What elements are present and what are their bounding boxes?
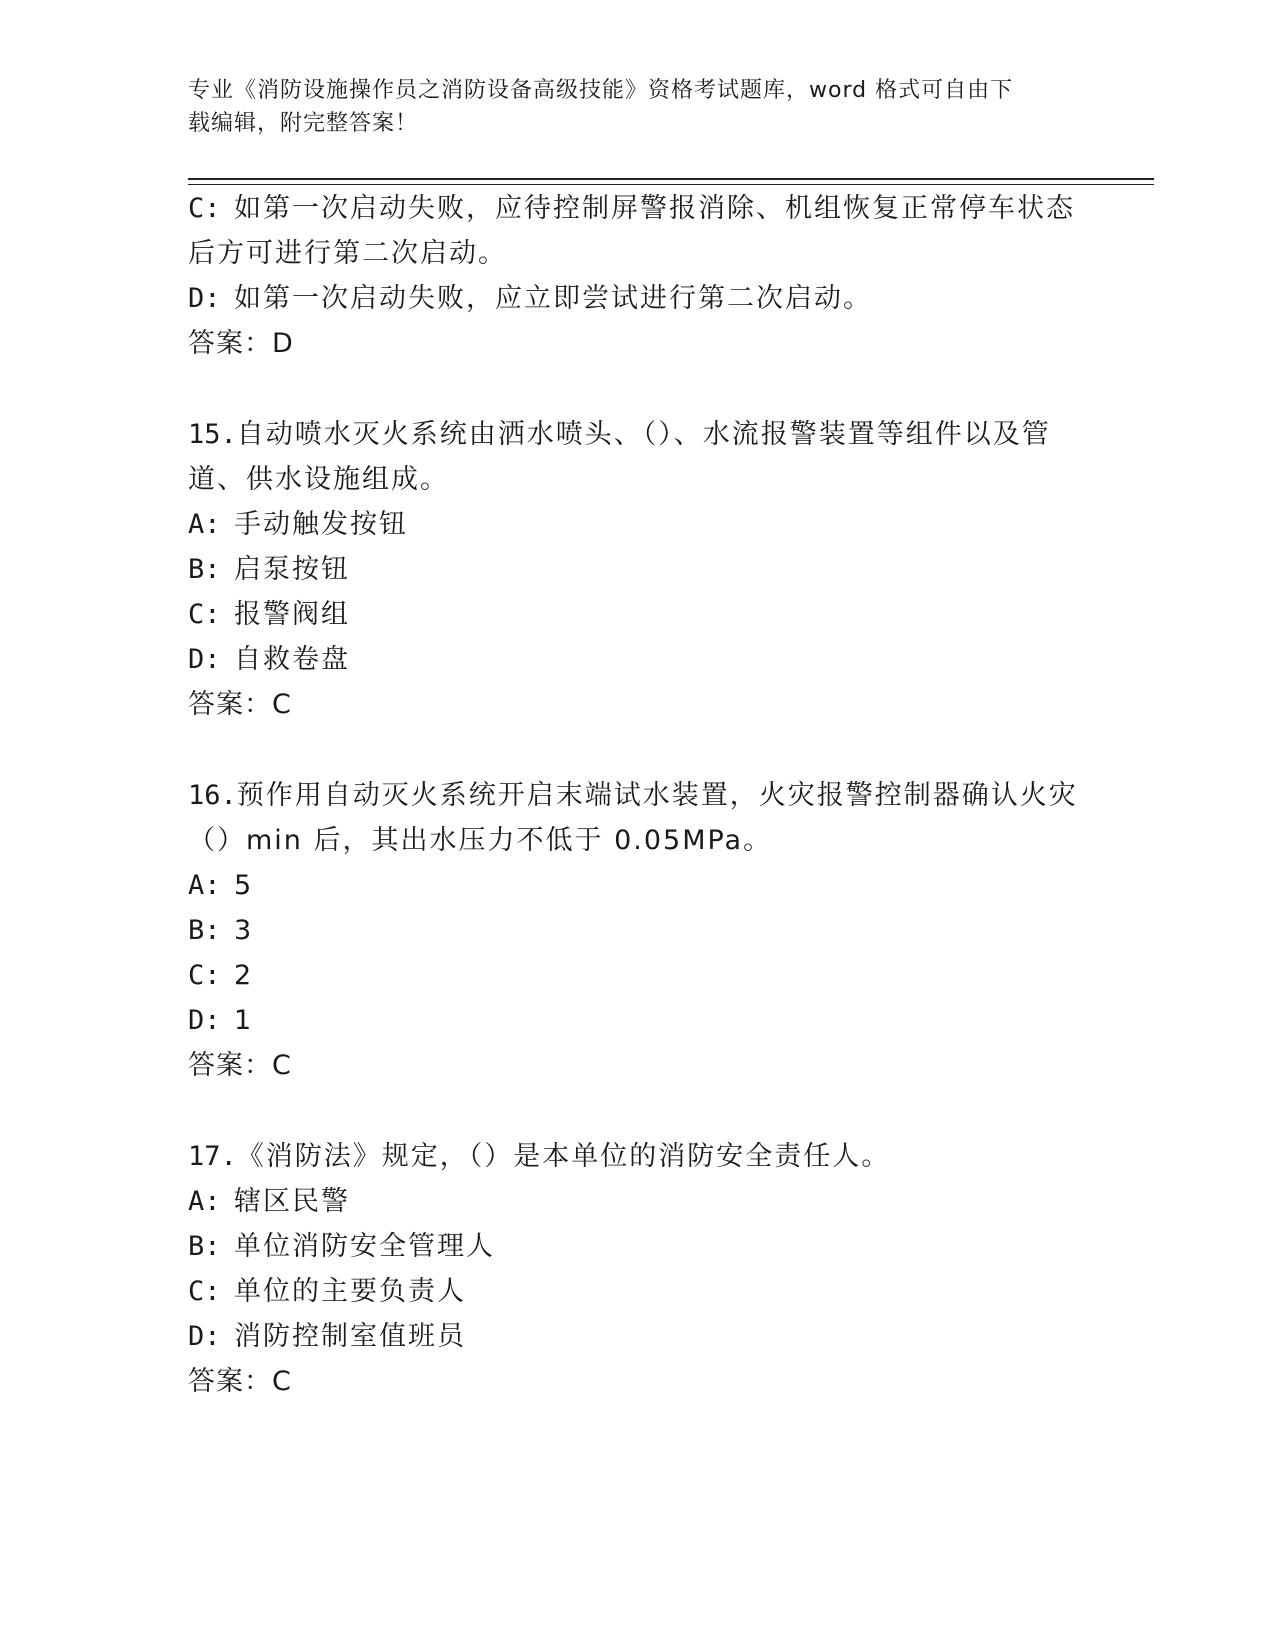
option-a <box>188 1179 1078 1224</box>
answer-line: 答案：C <box>188 1050 292 1081</box>
option-c <box>188 592 1078 637</box>
option-d <box>188 998 1078 1043</box>
option-a <box>188 863 1078 908</box>
option-label: B: <box>188 554 221 585</box>
option-text: 自救卷盘 <box>234 644 350 675</box>
option-text: 3 <box>234 915 254 946</box>
option-label: A: <box>188 509 221 540</box>
question-16 <box>188 773 1078 1088</box>
option-label: D: <box>188 283 221 314</box>
option-label: D: <box>188 1005 221 1036</box>
option-d <box>188 637 1078 682</box>
question-stem-line-1 <box>188 412 1078 457</box>
option-text: 如第一次启动失败，应待控制屏警报消除、机组恢复正常停车状态 <box>234 193 1075 224</box>
option-c <box>188 186 1078 231</box>
option-label: C: <box>188 960 221 991</box>
option-text: 报警阀组 <box>234 599 350 630</box>
option-text: 单位消防安全管理人 <box>234 1231 495 1262</box>
option-label: A: <box>188 1186 221 1217</box>
question-number: 16. <box>188 780 237 811</box>
answer-line: 答案：C <box>188 689 292 720</box>
option-c <box>188 953 1078 998</box>
option-label: B: <box>188 915 221 946</box>
option-d <box>188 1314 1078 1359</box>
option-label: A: <box>188 870 221 901</box>
answer-line: 答案：D <box>188 328 294 359</box>
question-stem-line-2: 道、供水设施组成。 <box>188 464 449 495</box>
question-14-continuation <box>188 186 1078 366</box>
option-c-continued <box>188 231 1078 276</box>
question-stem: 自动喷水灭火系统由洒水喷头、（）、水流报警装置等组件以及管 <box>236 419 1051 450</box>
question-stem-line-2: （）min 后，其出水压力不低于 0.05MPa。 <box>188 825 773 856</box>
question-stem-line-1 <box>188 1134 1078 1179</box>
question-stem: 预作用自动灭火系统开启末端试水装置，火灾报警控制器确认火灾 <box>236 780 1078 811</box>
question-15 <box>188 412 1078 727</box>
option-text: 辖区民警 <box>234 1186 350 1217</box>
option-text: 2 <box>234 960 254 991</box>
option-text: 1 <box>234 1005 254 1036</box>
question-stem: 《消防法》规定，（）是本单位的消防安全责任人。 <box>236 1141 891 1172</box>
question-content <box>188 186 1078 1404</box>
option-text: 启泵按钮 <box>234 554 350 585</box>
option-label: C: <box>188 1276 221 1307</box>
option-text: 后方可进行第二次启动。 <box>188 238 507 269</box>
question-stem-line-1 <box>188 773 1078 818</box>
option-text: 如第一次启动失败，应立即尝试进行第二次启动。 <box>234 283 872 314</box>
header-divider-thin <box>188 184 1154 185</box>
document-header <box>188 74 1088 140</box>
option-text: 单位的主要负责人 <box>234 1276 466 1307</box>
option-label: D: <box>188 1321 221 1352</box>
option-text: 手动触发按钮 <box>234 509 408 540</box>
option-b <box>188 1224 1078 1269</box>
option-text: 消防控制室值班员 <box>234 1321 466 1352</box>
option-label: C: <box>188 193 221 224</box>
option-b <box>188 908 1078 953</box>
question-17 <box>188 1134 1078 1404</box>
option-label: D: <box>188 644 221 675</box>
header-divider-thick <box>188 178 1154 180</box>
option-label: C: <box>188 599 221 630</box>
question-number: 15. <box>188 419 237 450</box>
question-number: 17. <box>188 1141 237 1172</box>
option-d <box>188 276 1078 321</box>
option-label: B: <box>188 1231 221 1262</box>
option-text: 5 <box>234 870 254 901</box>
option-a <box>188 502 1078 547</box>
header-title-line-2: 载编辑，附完整答案！ <box>188 111 419 136</box>
answer-line: 答案：C <box>188 1366 292 1397</box>
option-c <box>188 1269 1078 1314</box>
header-title-line-1: 专业《消防设施操作员之消防设备高级技能》资格考试题库，word 格式可自由下 <box>188 78 1014 103</box>
option-b <box>188 547 1078 592</box>
